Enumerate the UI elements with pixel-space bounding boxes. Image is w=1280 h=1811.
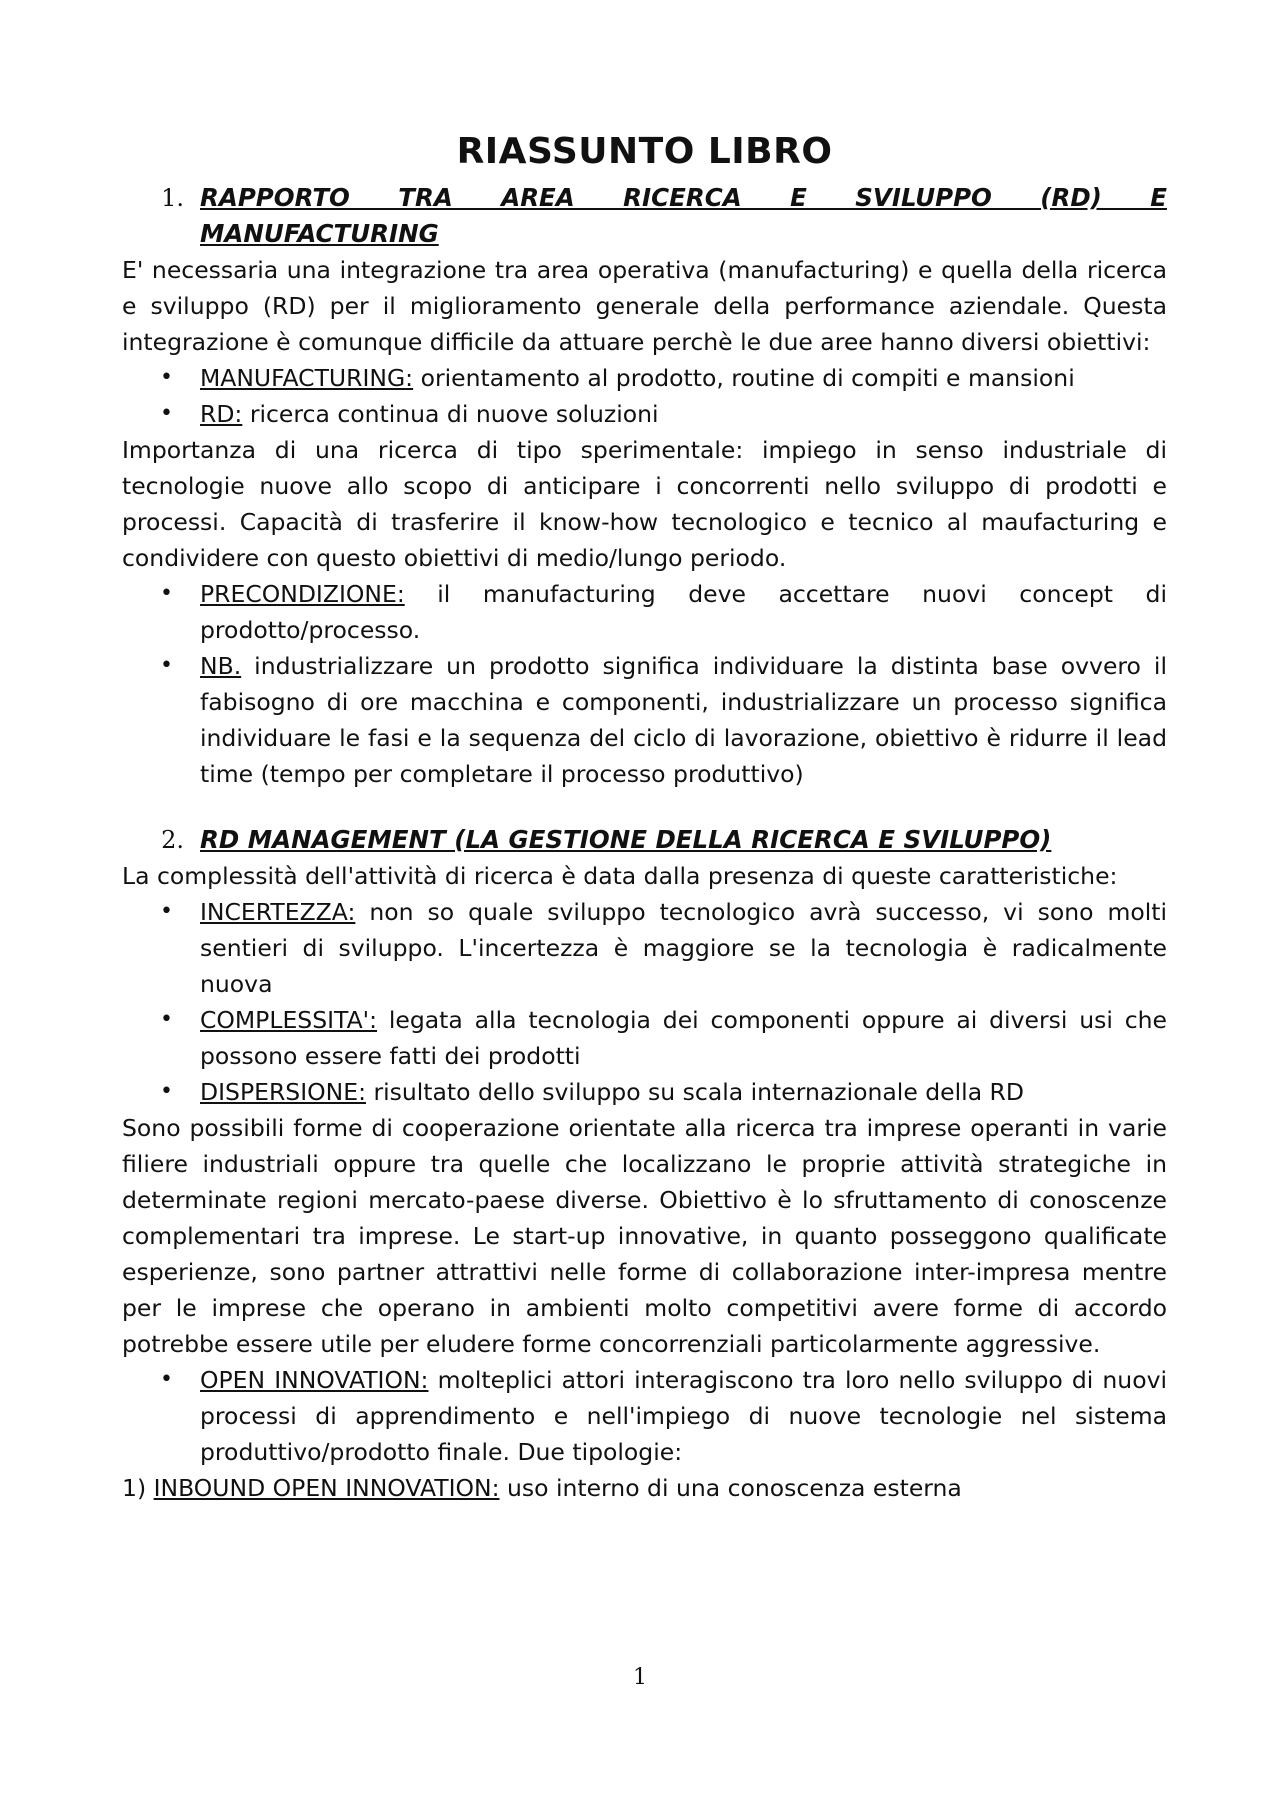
bullet-text: industrializzare un prodotto significa individuare la distinta base ovvero il fabisogno di ore macchina e componenti, industrializzare un processo significa individuare le fasi e la sequenza del ciclo di lavorazione, obiettivo è ridurre il lead time (tempo per completare il processo produttivo) [200,652,1167,788]
bullet-item [122,1002,1167,1074]
document-title: RIASSUNTO LIBRO [456,131,833,172]
bullet-item [122,1362,1167,1470]
bullet-term: OPEN INNOVATION: [200,1366,429,1394]
section-2-intro: La complessità dell'attività di ricerca è data dalla presenza di queste caratteristiche: [122,862,1118,890]
bullet-term: INCERTEZZA: [200,898,356,926]
bullet-term: NB. [200,652,242,680]
bullet-text: il manufacturing deve accettare nuovi concept di prodotto/processo. [200,580,1167,644]
bullet-item [122,894,1167,1002]
section-2-heading [122,822,1167,858]
page-number: 1 [633,1665,647,1690]
bullet-item [122,1074,1167,1110]
section-2-number: 2. [161,826,184,854]
section-1-number: 1. [161,184,184,212]
section-1-bullets-a [122,360,1167,432]
bullet-text: legata alla tecnologia dei componenti oppure ai diversi usi che possono essere fatti dei prodotti [200,1006,1167,1070]
bullet-text: non so quale sviluppo tecnologico avrà successo, vi sono molti sentieri di sviluppo. L'incertezza è maggiore se la tecnologia è radicalmente nuova [200,898,1167,998]
section-2-heading-text: RD MANAGEMENT (LA GESTIONE DELLA RICERCA E SVILUPPO) [200,825,1052,854]
bullet-term: PRECONDIZIONE: [200,580,405,608]
section-2-bullets-a [122,894,1167,1110]
bullet-item [122,648,1167,792]
section-1-bullets-b [122,576,1167,792]
bullet-term: RD: [200,400,243,428]
bullet-text: risultato dello sviluppo su scala internazionale della RD [365,1078,1024,1106]
bullet-item [122,360,1167,396]
bullet-term: COMPLESSITA': [200,1006,378,1034]
section-1-heading [122,180,1167,216]
section-1-heading-line2: MANUFACTURING [200,219,439,248]
bullet-item [122,576,1167,648]
bullet-term: DISPERSIONE: [200,1078,366,1106]
section-1-paragraph-2: Importanza di una ricerca di tipo sperimentale: impiego in senso industriale di tecnologie nuove allo scopo di anticipare i concorrenti nello sviluppo di prodotti e processi. Capacità di trasferire il know-how tecnologico e tecnico al maufacturing e condividere con questo obiettivi di medio/lungo periodo. [122,436,1167,572]
bullet-term: MANUFACTURING: [200,364,414,392]
page-content [122,124,1167,1506]
numbered-text: uso interno di una conoscenza esterna [499,1474,962,1502]
section-2-bullets-b [122,1362,1167,1470]
section-2-paragraph-2: Sono possibili forme di cooperazione orientate alla ricerca tra imprese operanti in varie filiere industriali oppure tra quelle che localizzano le proprie attività strategiche in determinate regioni mercato-paese diverse. Obiettivo è lo sfruttamento di conoscenze complementari tra imprese. Le start-up innovative, in quanto posseggono qualificate esperienze, sono partner attrattivi nelle forme di collaborazione inter-impresa mentre per le imprese che operano in ambienti molto competitivi avere forme di accordo potrebbe essere utile per eludere forme concorrenziali particolarmente aggressive. [122,1114,1167,1358]
numbered-prefix: 1) [122,1474,154,1502]
numbered-term: INBOUND OPEN INNOVATION: [153,1474,500,1502]
section-1-heading-line1: RAPPORTO TRA AREA RICERCA E SVILUPPO (RD) E [200,183,1167,212]
section-1-intro: E' necessaria una integrazione tra area operativa (manufacturing) e quella della ricerca e sviluppo (RD) per il miglioramento generale della performance aziendale. Questa integrazione è comunque difficile da attuare perchè le due aree hanno diversi obiettivi: [122,256,1167,356]
bullet-text: molteplici attori interagiscono tra loro nello sviluppo di nuovi processi di apprendimento e nell'impiego di nuove tecnologie nel sistema produttivo/prodotto finale. Due tipologie: [200,1366,1168,1466]
numbered-item-1 [122,1470,1167,1506]
bullet-item [122,396,1167,432]
section-1-heading-cont [122,216,1167,252]
bullet-text: ricerca continua di nuove soluzioni [242,400,659,428]
bullet-text: orientamento al prodotto, routine di compiti e mansioni [413,364,1075,392]
